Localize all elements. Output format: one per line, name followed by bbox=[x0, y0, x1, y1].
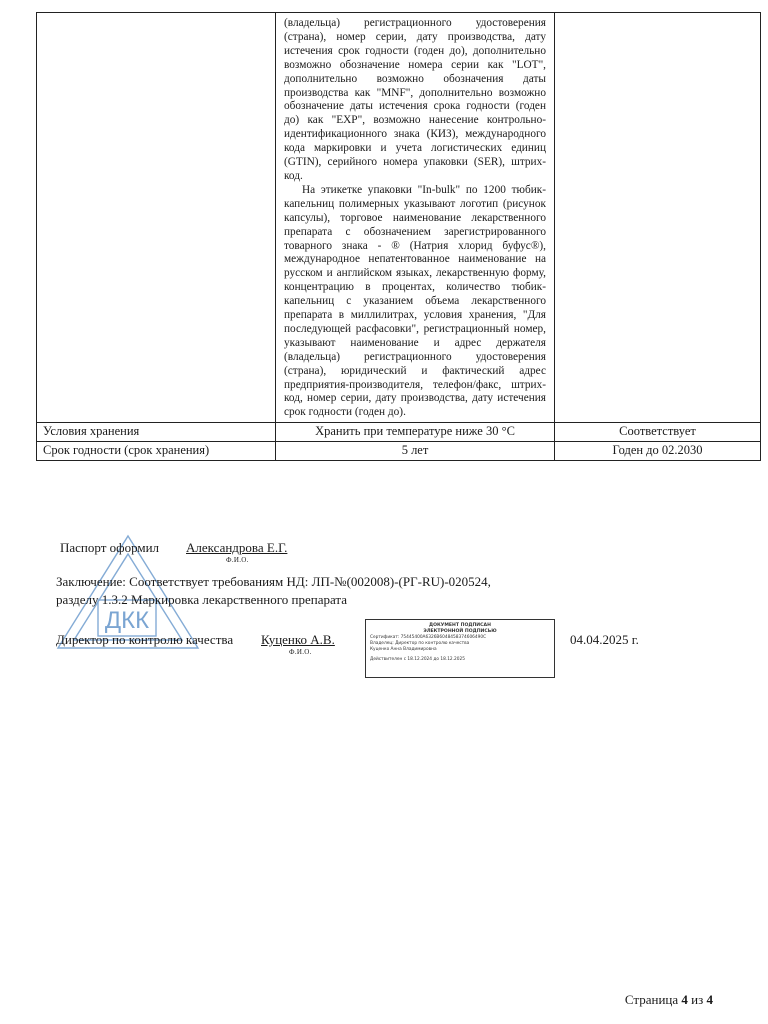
esign-owner: Владелец: Директор по контролю качества bbox=[370, 641, 470, 646]
table-row bbox=[37, 423, 761, 442]
page-current: 4 bbox=[681, 992, 688, 1007]
parameter-requirement: Хранить при температуре ниже 30 °С bbox=[276, 423, 555, 442]
page-prefix: Страница bbox=[624, 992, 679, 1007]
esign-valid: Действителен с 18.12.2024 до 18.12.2025 bbox=[370, 657, 465, 662]
empty-cell bbox=[555, 13, 761, 423]
parameter-requirement: 5 лет bbox=[276, 442, 555, 461]
parameter-name: Срок годности (срок хранения) bbox=[37, 442, 276, 461]
conclusion-line-2: разделу 1.3.2 Маркировка лекарственного препарата bbox=[56, 592, 348, 607]
electronic-signature-box bbox=[365, 619, 555, 678]
page-of: из bbox=[691, 992, 704, 1007]
labeling-requirements-cell bbox=[276, 13, 555, 423]
esign-title-2: ЭЛЕКТРОННОЙ ПОДПИСЬЮ bbox=[423, 629, 497, 634]
conclusion-line-1: Заключение: Соответствует требованиям НД: ЛП-№(002008)-(РГ-RU)-020524, bbox=[56, 574, 491, 589]
page-total: 4 bbox=[706, 992, 713, 1007]
esign-person: Куценко Анна Владимировна bbox=[370, 647, 437, 652]
passport-name: Александрова Е.Г. bbox=[186, 540, 288, 555]
page-number bbox=[625, 992, 713, 1008]
director-caption: Ф.И.О. bbox=[289, 648, 312, 656]
parameter-result: Годен до 02.2030 bbox=[555, 442, 761, 461]
director-label: Директор по контролю качества bbox=[56, 632, 234, 647]
parameter-result: Соответствует bbox=[555, 423, 761, 442]
table-row bbox=[37, 442, 761, 461]
spec-paragraph: На этикетке упаковки "In-bulk" по 1200 тюбик-капельниц полимерных указывают логотип (рисунок капсулы), торговое наименование лекарственного препарата с обозначением зарегистрированного товарного знака - ® (Натрия хлорид буфус®), международное непатентованное наименование на русском и английском языках, лекарственную форму, концентрацию в процентах, количество тюбик-капельниц с указанием объема лекарственного препарата в миллилитрах, условия хранения, "Для последующей расфасовки", регистрационный номер, указывают наименование и адрес держателя (владельца) регистрационного удостоверения (страна), юридический и фактический адрес предприятия-производителя, телефон/факс, штрих-код, номер серии, дату производства, дату истечения срок годности (годен до). bbox=[284, 183, 546, 419]
spec-paragraph: (владельца) регистрационного удостоверения (страна), номер серии, дату производства, дату истечения срок годности (годен до), дополнительно возможно обозначение номера серии как "LOT", дополнительно возможно обозначения даты производства как "MNF", дополнительно возможно обозначение даты истечения срока годности (годен до) как "EXP", возможно нанесение контрольно-идентификационного знака (КИЗ), международного кода маркировки и учета логистических единиц (GTIN), серийного номера упаковки (SER), штрих-код. bbox=[284, 17, 546, 182]
passport-caption: Ф.И.О. bbox=[226, 556, 249, 564]
parameter-name: Условия хранения bbox=[37, 423, 276, 442]
table-row bbox=[37, 13, 761, 423]
stamp-text: ДКК bbox=[104, 607, 150, 634]
director-name: Куценко А.В. bbox=[261, 632, 335, 647]
specification-table bbox=[36, 12, 761, 461]
esign-title-1: ДОКУМЕНТ ПОДПИСАН bbox=[429, 623, 491, 628]
signature-date: 04.04.2025 г. bbox=[570, 632, 639, 647]
empty-cell bbox=[37, 13, 276, 423]
esign-cert: Сертификат: 75445400A6326B6048458374606490C bbox=[370, 635, 487, 640]
passport-label: Паспорт оформил bbox=[60, 540, 160, 555]
